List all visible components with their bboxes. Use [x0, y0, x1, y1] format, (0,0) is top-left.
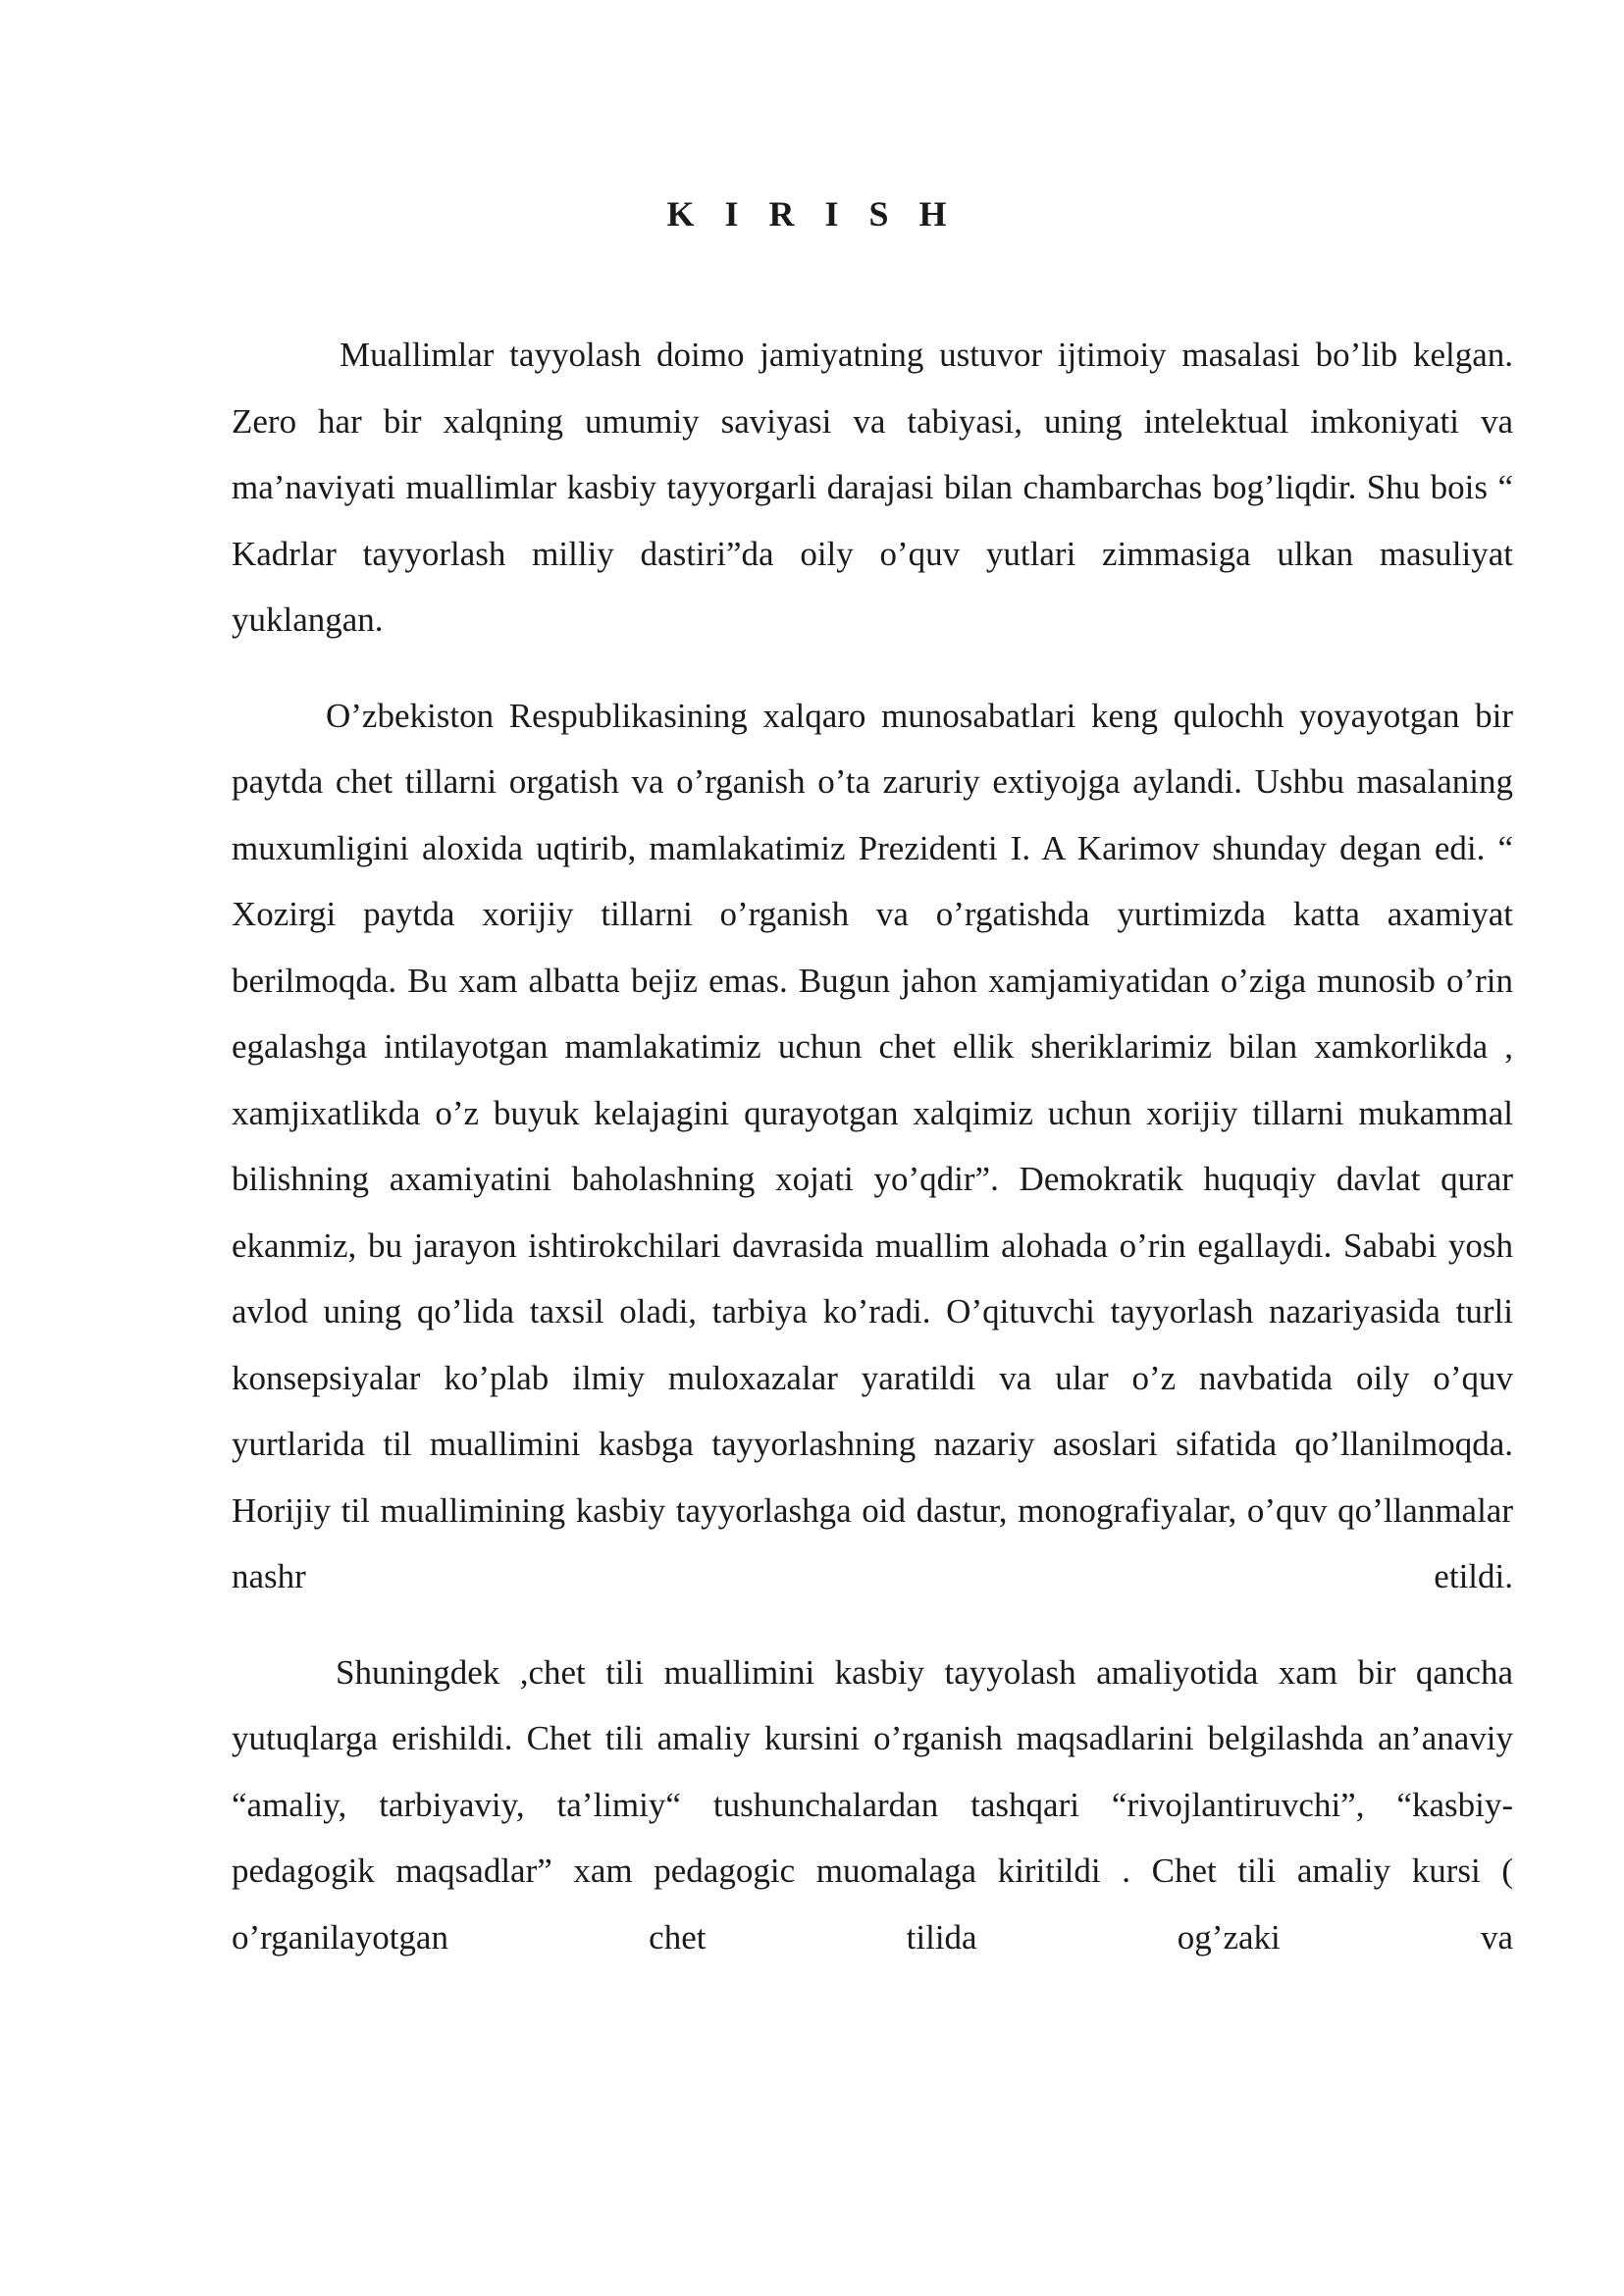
paragraph-3: Shuningdek ,chet tili muallimini kasbiy tayyolash amaliyotida xam bir qancha yutuqlarga erishildi. Chet tili amaliy kursini o’rganish maqsadlarini belgilashda an’anaviy “amaliy, tarbiyaviy, ta’limiy“ tushunchalardan tashqari “rivojlantiruvchi”, “kasbiy- pedagogik maqsadlar” xam pedagogic muomalaga kiritildi . Chet tili amaliy kursi ( o’rganilayotgan chet tilida og’zaki va — [232, 1652, 1513, 1957]
page-heading: K I R I S H — [666, 194, 958, 234]
paragraph-2: O’zbekiston Respublikasining xalqaro munosabatlari keng qulochh yoyayotgan bir paytda chet tillarni orgatish va o’rganish o’ta zaruriy extiyojga aylandi. Ushbu masalaning muxumligini aloxida uqtirib, mamlakatimiz Prezidenti I. A Karimov shunday degan edi. “ Xozirgi paytda xorijiy tillarni o’rganish va o’rgatishda yurtimizda katta axamiyat berilmoqda. Bu xam albatta bejiz emas. Bugun jahon xamjamiyatidan o’ziga munosib o’rin egalashga intilayotgan mamlakatimiz uchun chet ellik sheriklarimiz bilan xamkorlikda , xamjixatlikda o’z buyuk kelajagini qurayotgan xalqimiz uchun xorijiy tillarni mukammal bilishning axamiyatini baholashning xojati yo’qdir”. Demokratik huquqiy davlat qurar ekanmiz, bu jarayon ishtirokchilari davrasida muallim alohada o’rin egallaydi. Sababi yosh avlod uning qo’lida taxsil oladi, tarbiya ko’radi. O’qituvchi tayyorlash nazariyasida turli konsepsiyalar ko’plab ilmiy muloxazalar yaratildi va ular o’z navbatida oily o’quv yurtlarida til muallimini kasbga tayyorlashning nazariy asoslari sifatida qo’llanilmoqda. Horijiy til muallimining kasbiy tayyorlashga oid dastur, monografiyalar, o’quv qo’llanmalar nashr etildi. — [232, 696, 1513, 1595]
paragraph-1: Muallimlar tayyolash doimo jamiyatning ustuvor ijtimoiy masalasi bo’lib kelgan. Zero har bir xalqning umumiy saviyasi va tabiyasi, uning intelektual imkoniyati va ma’naviyati muallimlar kasbiy tayyorgarli darajasi bilan chambarchas bog’liqdir. Shu bois “ Kadrlar tayyorlash milliy dastiri”da oily o’quv yutlari zimmasiga ulkan masuliyat yuklangan. — [232, 336, 1513, 639]
body-text — [232, 322, 1513, 2000]
